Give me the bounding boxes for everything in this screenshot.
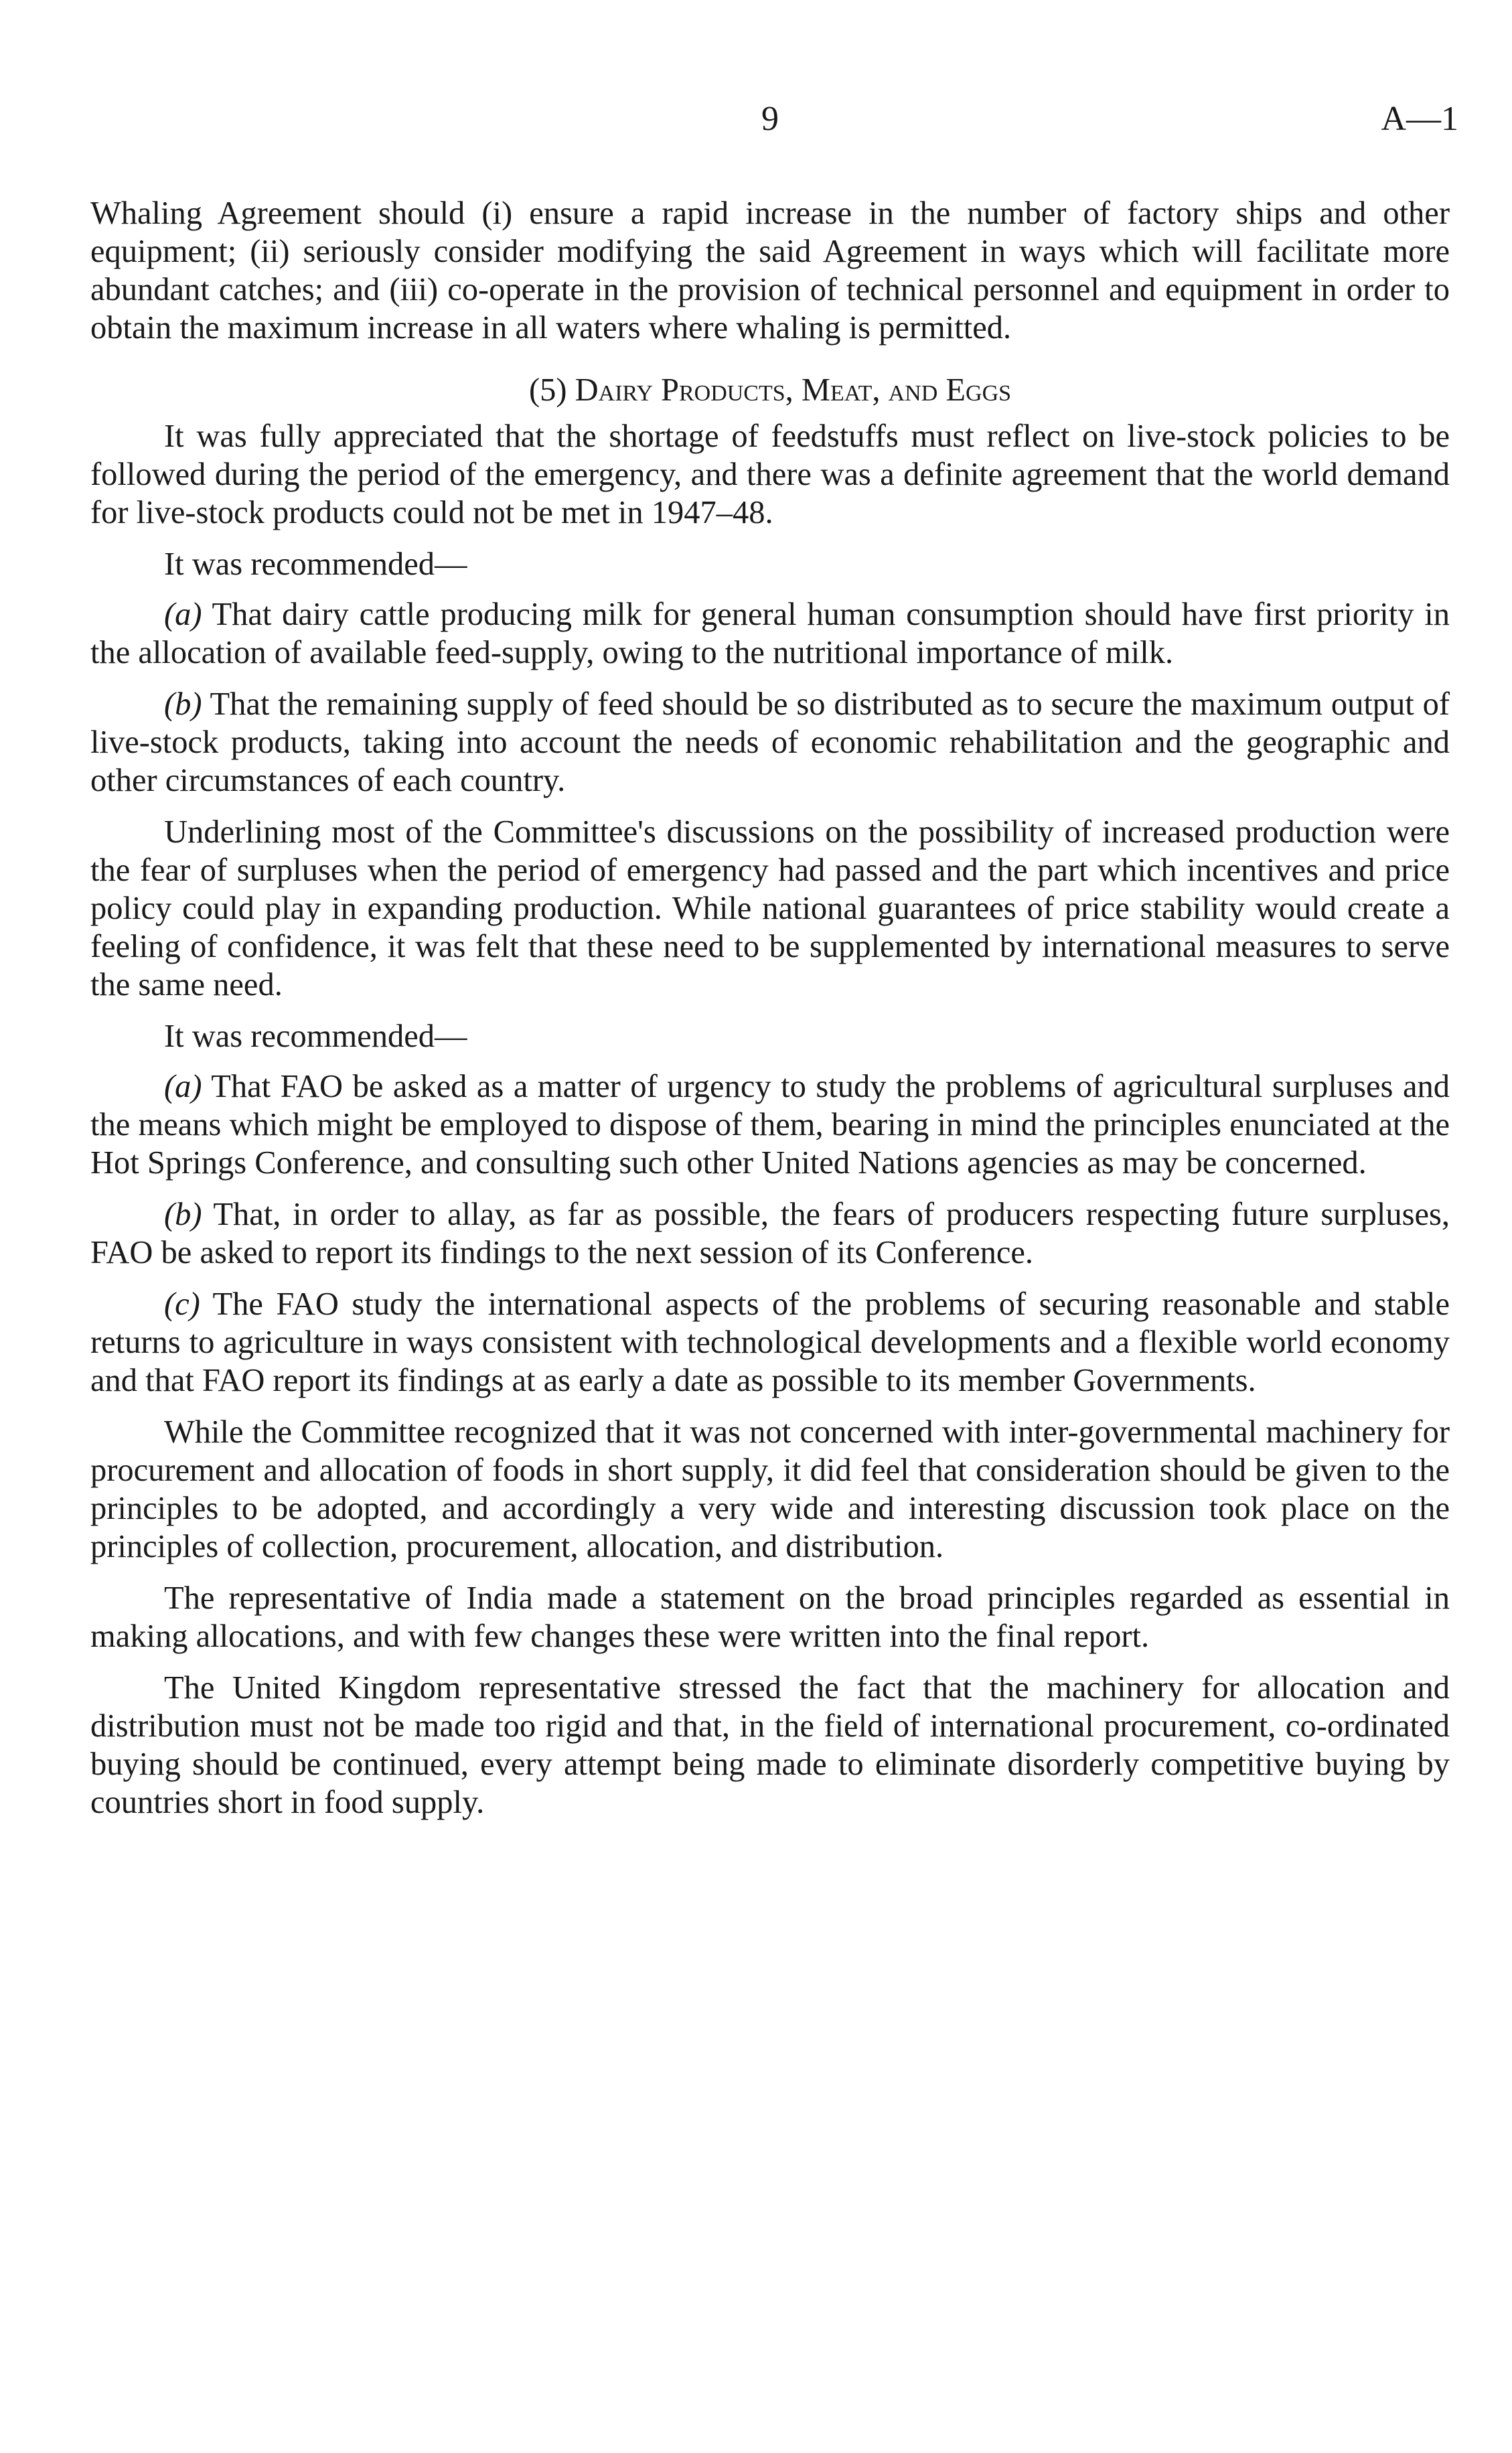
- list-text: That, in order to allay, as far as possible, the fears of producers respecting future surpluses, FAO be asked to report its findings to the next session of its Conference.: [90, 1197, 1450, 1270]
- list-label: (a): [164, 597, 202, 632]
- page-number: 9: [761, 100, 779, 138]
- recommendation-2a: [90, 1067, 1450, 1182]
- paragraph-whaling: Whaling Agreement should (i) ensure a rapid increase in the number of factory ships and other equipment; (ii) seriously consider modifying the said Agreement in ways which will facilitate more abundant catches; and (iii) co-operate in the provision of technical personnel and equipment in order to obtain the maximum increase in all waters where whaling is permitted.: [90, 196, 1450, 346]
- list-text: That dairy cattle producing milk for general human consumption should have first priority in the allocation of available feed-supply, owing to the nutritional importance of milk.: [90, 597, 1450, 670]
- list-text: That FAO be asked as a matter of urgency to study the problems of agricultural surpluses and the means which might be employed to dispose of them, bearing in mind the principles enunciated at the Hot Springs Conference, and consulting such other United Nations agencies as may be concerned.: [90, 1069, 1450, 1181]
- list-label: (a): [164, 1069, 202, 1104]
- list-text: That the remaining supply of feed should be so distributed as to secure the maximum output of live-stock products, taking into account the needs of economic rehabilitation and the geographic and other circumstances of each country.: [90, 686, 1450, 798]
- paragraph-machinery: While the Committee recognized that it was not concerned with inter-governmental machinery for procurement and allocation of foods in short supply, it did feel that consideration should be given to the principles to be adopted, and accordingly a very wide and interesting discussion took place on the principles of collection, procurement, allocation, and distribution.: [90, 1414, 1450, 1564]
- recommendation-2c: [90, 1285, 1450, 1400]
- document-body: [90, 194, 1450, 1835]
- paragraph-surpluses: Underlining most of the Committee's discussions on the possibility of increased production were the fear of surpluses when the period of emergency had passed and the part which incentives and price policy could play in expanding production. While national guarantees of price stability would create a feeling of confidence, it was felt that these need to be supplemented by international measures to serve the same need.: [90, 814, 1450, 1002]
- paragraph-united-kingdom: The United Kingdom representative stressed the fact that the machinery for allocation and distribution must not be made too rigid and that, in the field of international procurement, co-ordinated buying should be continued, every attempt being made to eliminate disorderly competitive buying by countries short in food supply.: [90, 1670, 1450, 1820]
- recommended-heading-2: It was recommended—: [164, 1019, 467, 1054]
- list-label: (b): [164, 1197, 202, 1232]
- recommendation-1b: [90, 685, 1450, 800]
- recommendation-2b: [90, 1195, 1450, 1272]
- page-code: A—1: [1381, 100, 1458, 138]
- paragraph-feedstuffs: It was fully appreciated that the shortage of feedstuffs must reflect on live-stock policies to be followed during the period of the emergency, and there was a definite agreement that the world demand for live-stock products could not be met in 1947–48.: [90, 419, 1450, 530]
- section-heading: [90, 371, 1450, 409]
- recommendation-1a: [90, 595, 1450, 672]
- list-label: (b): [164, 686, 202, 722]
- recommended-heading-1: It was recommended—: [164, 546, 467, 582]
- list-label: (c): [164, 1286, 200, 1322]
- paragraph-india: The representative of India made a statement on the broad principles regarded as essential in making allocations, and with few changes these were written into the final report.: [90, 1580, 1450, 1654]
- list-text: The FAO study the international aspects of the problems of securing reasonable and stable returns to agriculture in ways consistent with technological developments and a flexible world economy and that FAO report its findings at as early a date as possible to its member Governments.: [90, 1286, 1450, 1398]
- section-heading-text: (5) Dairy Products, Meat, and Eggs: [528, 372, 1012, 408]
